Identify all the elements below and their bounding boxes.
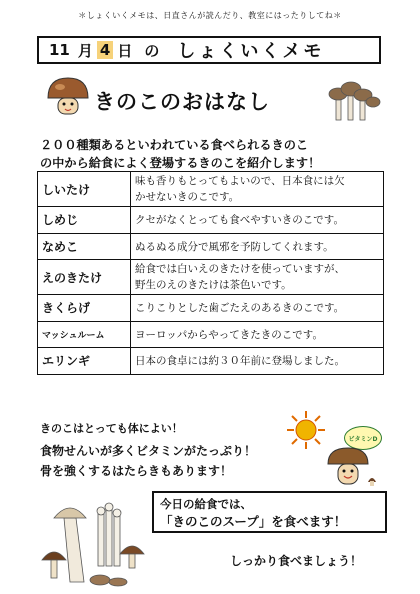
vitamin-d-badge: ビタミンD <box>344 426 382 450</box>
day-number: 4 <box>97 41 113 59</box>
mushroom-table <box>37 171 384 375</box>
mushroom-name: エリンギ <box>38 348 131 375</box>
shiitake-mascot-icon <box>44 76 92 118</box>
table-row <box>38 260 384 295</box>
mushroom-name: しめじ <box>38 207 131 234</box>
mushroom-assortment-icon <box>40 494 148 588</box>
happy-mushroom-icon <box>322 444 380 488</box>
health-line-2: 骨を強くするはたらきもあります！ <box>40 464 233 478</box>
mushroom-desc: 給食では白いえのきたけを使っていますが、 野生のえのきたけは茶色いです。 <box>131 260 384 295</box>
banner-line-1: 今日の給食では、 <box>160 497 252 511</box>
date-title-box <box>37 36 381 64</box>
mushroom-name: しいたけ <box>38 172 131 207</box>
intro-line-2: の中から給食によく登場するきのこを紹介します！ <box>40 156 321 170</box>
sun-icon <box>286 410 326 450</box>
month-unit: 月 <box>77 41 93 60</box>
table-row <box>38 321 384 348</box>
mushroom-name: なめこ <box>38 233 131 260</box>
mushroom-desc: ヨーロッパからやってきたきのこです。 <box>131 321 384 348</box>
mushroom-desc: こりこりとした歯ごたえのあるきのこです。 <box>131 295 384 322</box>
banner-line-2: 「きのこのスープ」を食べます！ <box>160 514 347 529</box>
mushroom-name: きくらげ <box>38 295 131 322</box>
mushroom-name: マッシュルーム <box>38 321 131 348</box>
health-line-1: 食物せんいが多くビタミンがたっぷり！ <box>40 444 257 458</box>
table-row <box>38 348 384 375</box>
closing-message: しっかり食べましょう！ <box>230 554 363 568</box>
month-number: 11 <box>49 41 70 59</box>
mushroom-desc: 味も香りもとってもよいので、日本食には欠 かせないきのこです。 <box>131 172 384 207</box>
page-title: しょくいくメモ <box>177 41 325 62</box>
health-heading: きのこはとっても体によい！ <box>40 422 183 435</box>
table-row <box>38 172 384 207</box>
reading-note: ＊しょくいくメモは、日直さんが読んだり、教室にはったりしてね＊ <box>78 11 342 20</box>
mushroom-desc: クセがなくとっても食べやすいきのこです。 <box>131 207 384 234</box>
mushroom-name: えのきたけ <box>38 260 131 295</box>
lunch-menu-banner <box>152 491 387 533</box>
headline: きのこのおはなし <box>94 90 270 114</box>
table-row <box>38 295 384 322</box>
mushroom-desc: 日本の食卓には約３０年前に登場しました。 <box>131 348 384 375</box>
shimeji-icon <box>322 74 384 124</box>
day-unit: 日 <box>117 41 133 60</box>
intro-line-1: ２００種類あるといわれている食べられるきのこ <box>40 138 309 152</box>
table-row <box>38 207 384 234</box>
table-row <box>38 233 384 260</box>
mushroom-desc: ぬるぬる成分で風邪を予防してくれます。 <box>131 233 384 260</box>
title-particle: の <box>144 41 160 60</box>
